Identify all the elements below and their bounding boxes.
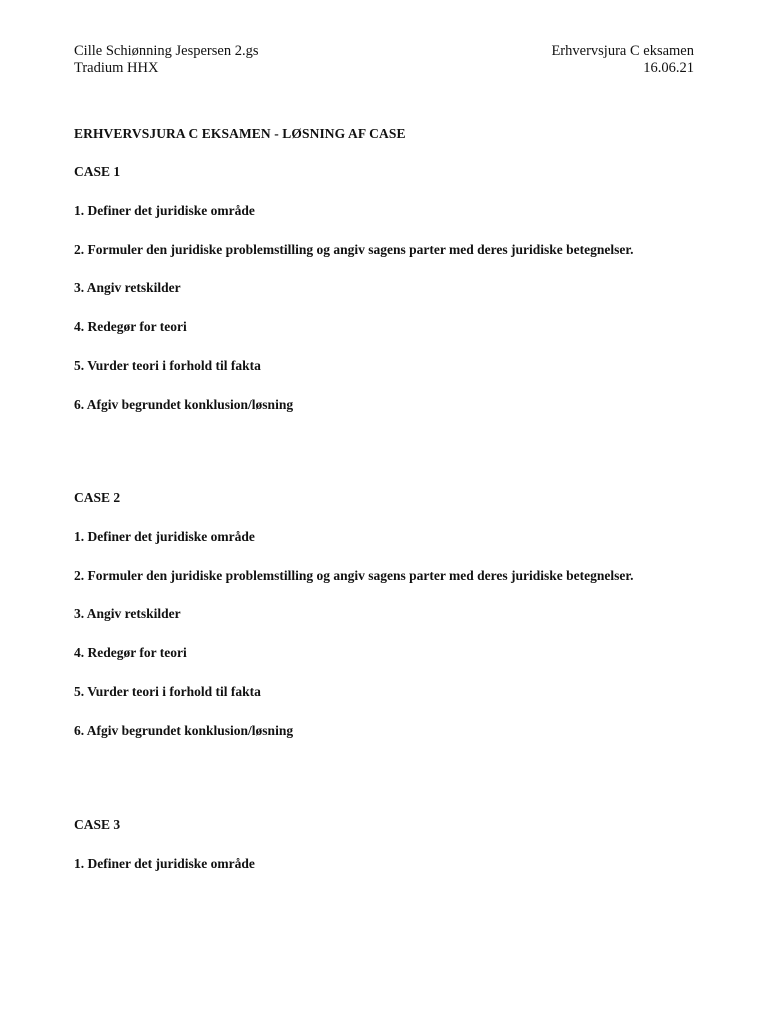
case-title: CASE 2 bbox=[74, 490, 121, 505]
case-question: 5. Vurder teori i forhold til fakta bbox=[74, 358, 261, 373]
case-section-3 bbox=[74, 816, 674, 872]
case-title: CASE 1 bbox=[74, 164, 121, 179]
case-question: 2. Formuler den juridiske problemstilling og angiv sagens parter med deres juridiske betegnelser. bbox=[74, 568, 634, 583]
school-name: Tradium HHX bbox=[74, 60, 159, 76]
case-question: 1. Definer det juridiske område bbox=[74, 856, 255, 871]
exam-info-block bbox=[551, 43, 694, 77]
author-name: Cille Schiønning Jespersen 2.gs bbox=[74, 43, 259, 59]
case-question: 5. Vurder teori i forhold til fakta bbox=[74, 684, 261, 699]
exam-name: Erhvervsjura C eksamen bbox=[551, 43, 694, 59]
case-question: 1. Definer det juridiske område bbox=[74, 529, 255, 544]
case-section-1 bbox=[74, 163, 674, 413]
case-question: 6. Afgiv begrundet konklusion/løsning bbox=[74, 397, 294, 412]
case-question: 6. Afgiv begrundet konklusion/løsning bbox=[74, 723, 294, 738]
document-title: ERHVERVSJURA C EKSAMEN - LØSNING AF CASE bbox=[74, 126, 406, 141]
case-question: 1. Definer det juridiske område bbox=[74, 203, 255, 218]
case-question: 3. Angiv retskilder bbox=[74, 280, 181, 295]
case-section-2 bbox=[74, 489, 674, 739]
case-question: 2. Formuler den juridiske problemstilling og angiv sagens parter med deres juridiske betegnelser. bbox=[74, 242, 634, 257]
exam-date: 16.06.21 bbox=[643, 60, 694, 76]
author-block bbox=[74, 43, 258, 77]
case-question: 3. Angiv retskilder bbox=[74, 606, 181, 621]
case-question: 4. Redegør for teori bbox=[74, 319, 187, 334]
case-title: CASE 3 bbox=[74, 817, 121, 832]
case-question: 4. Redegør for teori bbox=[74, 645, 187, 660]
